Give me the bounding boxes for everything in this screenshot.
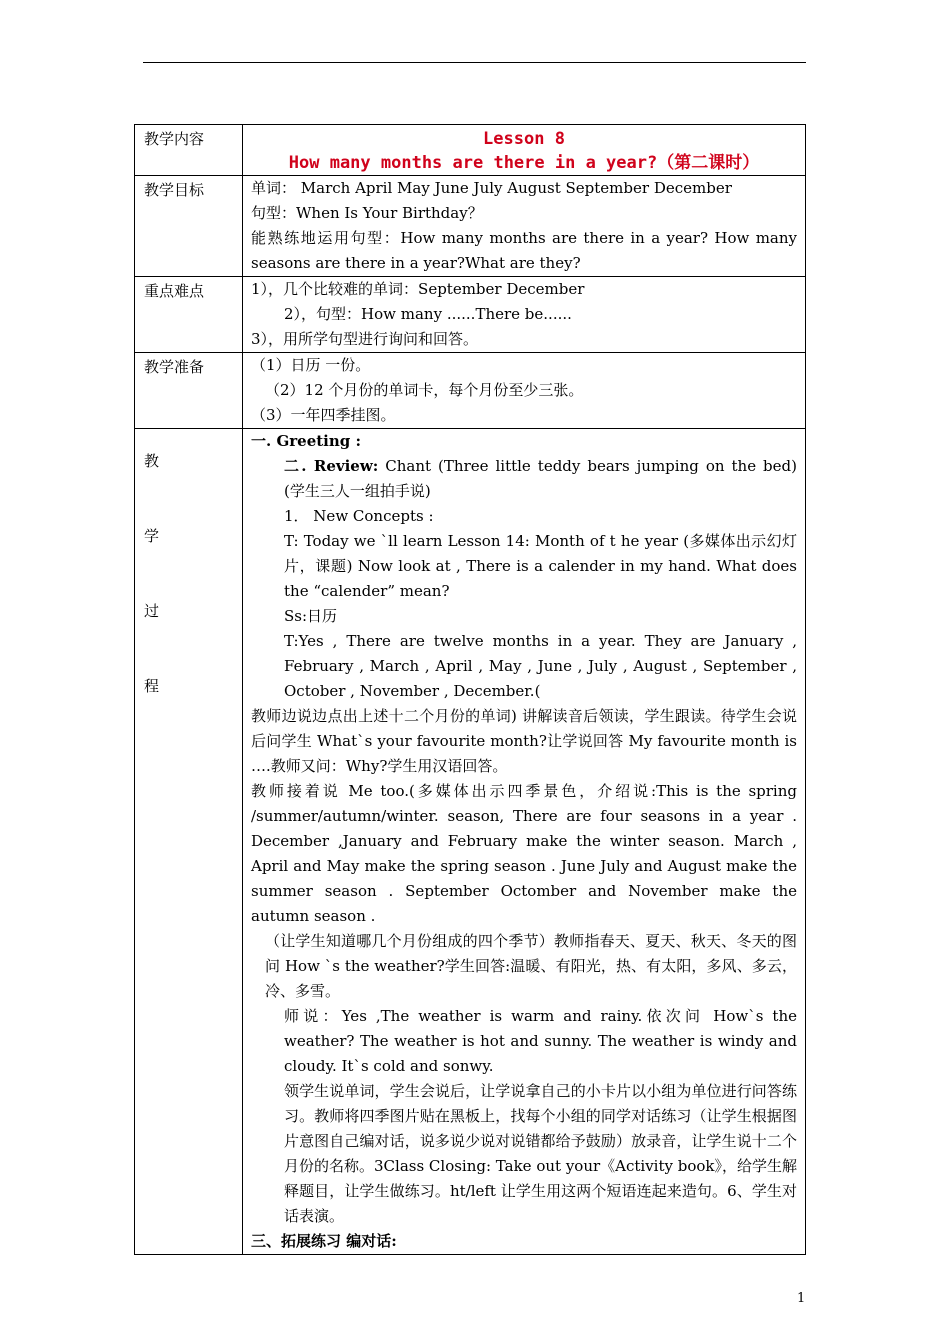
difficulty-item-1: 1），几个比较难的单词：September December <box>251 280 585 298</box>
label-process-char-3: 过 <box>144 602 160 620</box>
process-new-concepts: 1． New Concepts : <box>284 507 434 525</box>
difficulty-item-3: 3），用所学句型进行询问和回答。 <box>251 330 479 348</box>
label-difficulties: 重点难点 <box>144 282 205 300</box>
process-cell <box>243 429 806 1255</box>
label-cell-preparation <box>135 353 243 429</box>
process-paragraph-ss: Ss:日历 <box>284 607 338 625</box>
label-cell-process <box>135 429 243 1255</box>
process-paragraph-teacher2: 教师接着说 Me too.(多媒体出示四季景色，介绍说:This is the spring /summer/autumn/winter. season, There are four seasons in a year . December ,January and February make the winter season. March , April and May make the spring season . June July and August make the summer season . September Octomber and November make the autumn season . <box>251 782 797 925</box>
preparation-content <box>243 353 805 428</box>
process-review-text: Chant (Three little teddy bears jumping on the bed) (学生三人一组拍手说) <box>284 457 797 500</box>
difficulties-content <box>243 277 805 352</box>
row-process <box>135 429 806 1255</box>
process-content <box>243 429 805 1254</box>
row-content <box>135 125 806 176</box>
goals-usage: 能熟练地运用句型：How many months are there in a year? How many seasons are there in a year?What are they? <box>251 229 797 272</box>
process-paragraph-teacher1: 教师边说边点出上述十二个月份的单词) 讲解读音后领读，学生跟读。待学生会说后问学生 What`s your favourite month?让学说回答 My favourite month is ….教师又问：Why?学生用汉语回答。 <box>251 707 797 775</box>
process-greeting: 一. Greeting : <box>251 432 362 450</box>
label-cell-content <box>135 125 243 176</box>
label-process <box>135 429 242 749</box>
header-rule <box>143 62 806 63</box>
process-paragraph-seasons: （让学生知道哪几个月份组成的四个季节）教师指春天、夏天、秋天、冬天的图问 How `s the weather?学生回答:温暖、有阳光，热、有太阳，多风、多云，冷、多雪。 <box>265 932 797 1000</box>
row-difficulties <box>135 277 806 353</box>
process-paragraph-practice: 领学生说单词，学生会说后，让学说拿自己的小卡片以小组为单位进行问答练习。教师将四季图片贴在黑板上，找每个小组的同学对话练习（让学生根据图片意图自己编对话，说多说少说对说错都给予鼓励）放录音，让学生说十二个月份的名称。3Class Closing: Take out your《Activity book》，给学生解释题目，让学生做练习。ht/left 让学生用这两个短语连起来造句。6、学生对话表演。 <box>284 1082 798 1225</box>
label-process-char-1: 教 <box>144 452 160 470</box>
row-goals <box>135 176 806 277</box>
row-preparation <box>135 353 806 429</box>
goals-pattern: 句型：When Is Your Birthday？ <box>251 204 483 222</box>
lesson-title-line2: How many months are there in a year?（第二课时） <box>288 153 760 173</box>
label-process-char-2: 学 <box>144 527 160 545</box>
page-number: 1 <box>797 1291 806 1306</box>
label-cell-difficulties <box>135 277 243 353</box>
title-cell <box>243 125 806 176</box>
preparation-item-2: （2）12 个月份的单词卡，每个月份至少三张。 <box>265 381 584 399</box>
process-review <box>251 454 797 504</box>
process-extension: 三、拓展练习 编对话: <box>251 1232 397 1250</box>
preparation-item-3: （3）一年四季挂图。 <box>251 406 396 424</box>
preparation-cell <box>243 353 806 429</box>
label-process-char-4: 程 <box>144 677 160 695</box>
goals-cell <box>243 176 806 277</box>
difficulty-item-2: 2），句型：How many ......There be...... <box>284 305 572 323</box>
process-paragraph-weather: 师说：Yes ,The weather is warm and rainy.依次问 How`s the weather? The weather is hot and sunny. The weather is windy and cloudy. It`s cold and sonwy. <box>284 1007 797 1075</box>
difficulties-cell <box>243 277 806 353</box>
label-goals: 教学目标 <box>144 181 205 199</box>
process-paragraph-today: T: Today we `ll learn Lesson 14: Month of t he year (多媒体出示幻灯片，课题) Now look at , There is a calender in my hand. What does the “calender” mean? <box>284 532 797 600</box>
label-cell-goals <box>135 176 243 277</box>
label-preparation: 教学准备 <box>144 358 205 376</box>
lesson-title <box>243 125 805 175</box>
label-content: 教学内容 <box>144 130 205 148</box>
goals-words: 单词： March April May June July August September December <box>251 179 732 197</box>
preparation-item-1: （1）日历 一份。 <box>251 356 371 374</box>
process-paragraph-yes: T:Yes , There are twelve months in a year. They are January , February , March , April , May , June , July , August , September , October , November , December.( <box>284 632 797 700</box>
lesson-plan-table <box>134 124 806 1255</box>
goals-content <box>243 176 805 276</box>
lesson-title-line1: Lesson 8 <box>483 129 565 149</box>
process-review-head: 二. Review: <box>284 457 379 475</box>
